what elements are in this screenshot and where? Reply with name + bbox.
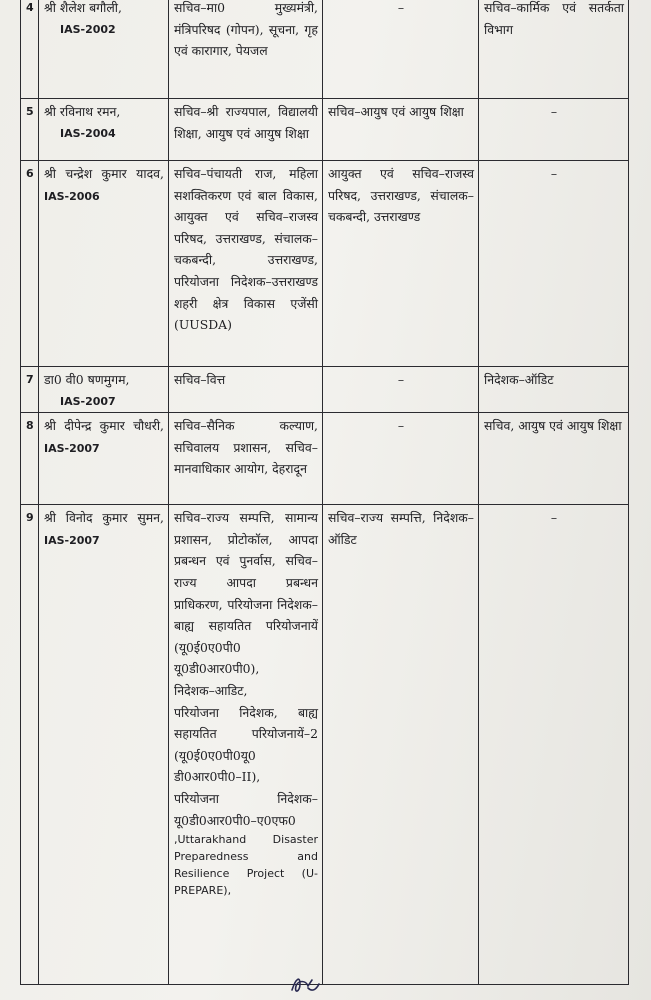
officer-name: श्री रविनाथ रमन, — [44, 104, 121, 119]
additional-charge: – — [479, 99, 629, 161]
serial-number: 4 — [21, 0, 39, 99]
relieved-from: सचिव–राज्य सम्पत्ति, निदेशक–ऑडिट — [323, 505, 479, 985]
table-row — [21, 99, 629, 161]
serial-number: 8 — [21, 413, 39, 505]
current-posting-line: निदेशक–आडिट, — [174, 682, 248, 698]
current-posting — [169, 505, 323, 985]
ias-batch: IAS-2007 — [60, 394, 116, 408]
current-posting: सचिव–वित्त — [169, 367, 323, 413]
ias-batch: IAS-2002 — [60, 22, 116, 36]
officer-name: डा0 वी0 षणमुगम, — [44, 372, 130, 387]
relieved-from: आयुक्त एवं सचिव–राजस्व परिषद, उत्तराखण्ड, संचालक–चकबन्दी, उत्तराखण्ड — [323, 161, 479, 367]
signature-mark — [286, 970, 326, 998]
current-posting: सचिव–सैनिक कल्याण, सचिवालय प्रशासन, सचिव–मानवाधिकार आयोग, देहरादून — [169, 413, 323, 505]
additional-charge: निदेशक–ऑडिट — [479, 367, 629, 413]
table-row — [21, 505, 629, 985]
current-posting-line: ,Uttarakhand Disaster Preparedness and Resilience Project (U-PREPARE), — [174, 833, 318, 898]
officer-cell — [39, 367, 169, 413]
table-row — [21, 0, 629, 99]
officer-cell — [39, 99, 169, 161]
officer-name: श्री विनोद कुमार सुमन, — [44, 510, 164, 526]
current-posting: सचिव–मा0 मुख्यमंत्री, मंत्रिपरिषद (गोपन), सूचना, गृह एवं कारागार, पेयजल — [169, 0, 323, 99]
officer-allocation-table — [20, 0, 629, 985]
current-posting-line: परियोजना निदेशक, बाह्य सहायतित परियोजनायें–2 (यू0ई0ए0पी0यू0 डी0आर0पी0–II), — [174, 704, 318, 785]
table-row — [21, 413, 629, 505]
additional-charge: – — [479, 505, 629, 985]
ias-batch: IAS-2007 — [44, 441, 100, 455]
additional-charge: – — [479, 161, 629, 367]
ias-batch: IAS-2004 — [60, 126, 116, 140]
officer-cell — [39, 505, 169, 985]
officer-name: श्री दीपेन्द्र कुमार चौधरी, — [44, 418, 164, 434]
table-row — [21, 367, 629, 413]
ias-batch: IAS-2006 — [44, 189, 100, 203]
serial-number: 5 — [21, 99, 39, 161]
ias-batch: IAS-2007 — [44, 533, 100, 547]
serial-number: 6 — [21, 161, 39, 367]
officer-name: श्री शैलेश बगौली, — [44, 0, 122, 15]
table-row — [21, 161, 629, 367]
relieved-from: – — [323, 0, 479, 99]
officer-name: श्री चन्द्रेश कुमार यादव, — [44, 166, 164, 181]
officer-cell — [39, 161, 169, 367]
current-posting: सचिव–श्री राज्यपाल, विद्यालयी शिक्षा, आयुष एवं आयुष शिक्षा — [169, 99, 323, 161]
officer-cell — [39, 413, 169, 505]
relieved-from: – — [323, 413, 479, 505]
relieved-from: – — [323, 367, 479, 413]
current-posting-line: परियोजना निदेशक–यू0डी0आर0पी0–ए0एफ0 — [174, 790, 318, 828]
current-posting: सचिव–पंचायती राज, महिला सशक्तिकरण एवं बाल विकास, आयुक्त एवं सचिव–राजस्व परिषद, उत्तराखण्ड, संचालक–चकबन्दी, उत्तराखण्ड, परियोजना निदेशक–उत्तराखण्ड शहरी क्षेत्र विकास एजेंसी (UUSDA) — [169, 161, 323, 367]
serial-number: 7 — [21, 367, 39, 413]
current-posting-line: सचिव–राज्य सम्पत्ति, सामान्य प्रशासन, प्रोटोकॉल, आपदा प्रबन्धन एवं पुनर्वास, सचिव–राज्य आपदा प्रबन्धन प्राधिकरण, परियोजना निदेशक–बाह्य सहायतित परियोजनायें (यू0ई0ए0पी0 यू0डी0आर0पी0), — [174, 510, 318, 677]
serial-number: 9 — [21, 505, 39, 985]
additional-charge: सचिव, आयुष एवं आयुष शिक्षा — [479, 413, 629, 505]
additional-charge: सचिव–कार्मिक एवं सतर्कता विभाग — [479, 0, 629, 99]
relieved-from: सचिव–आयुष एवं आयुष शिक्षा — [323, 99, 479, 161]
officer-cell — [39, 0, 169, 99]
